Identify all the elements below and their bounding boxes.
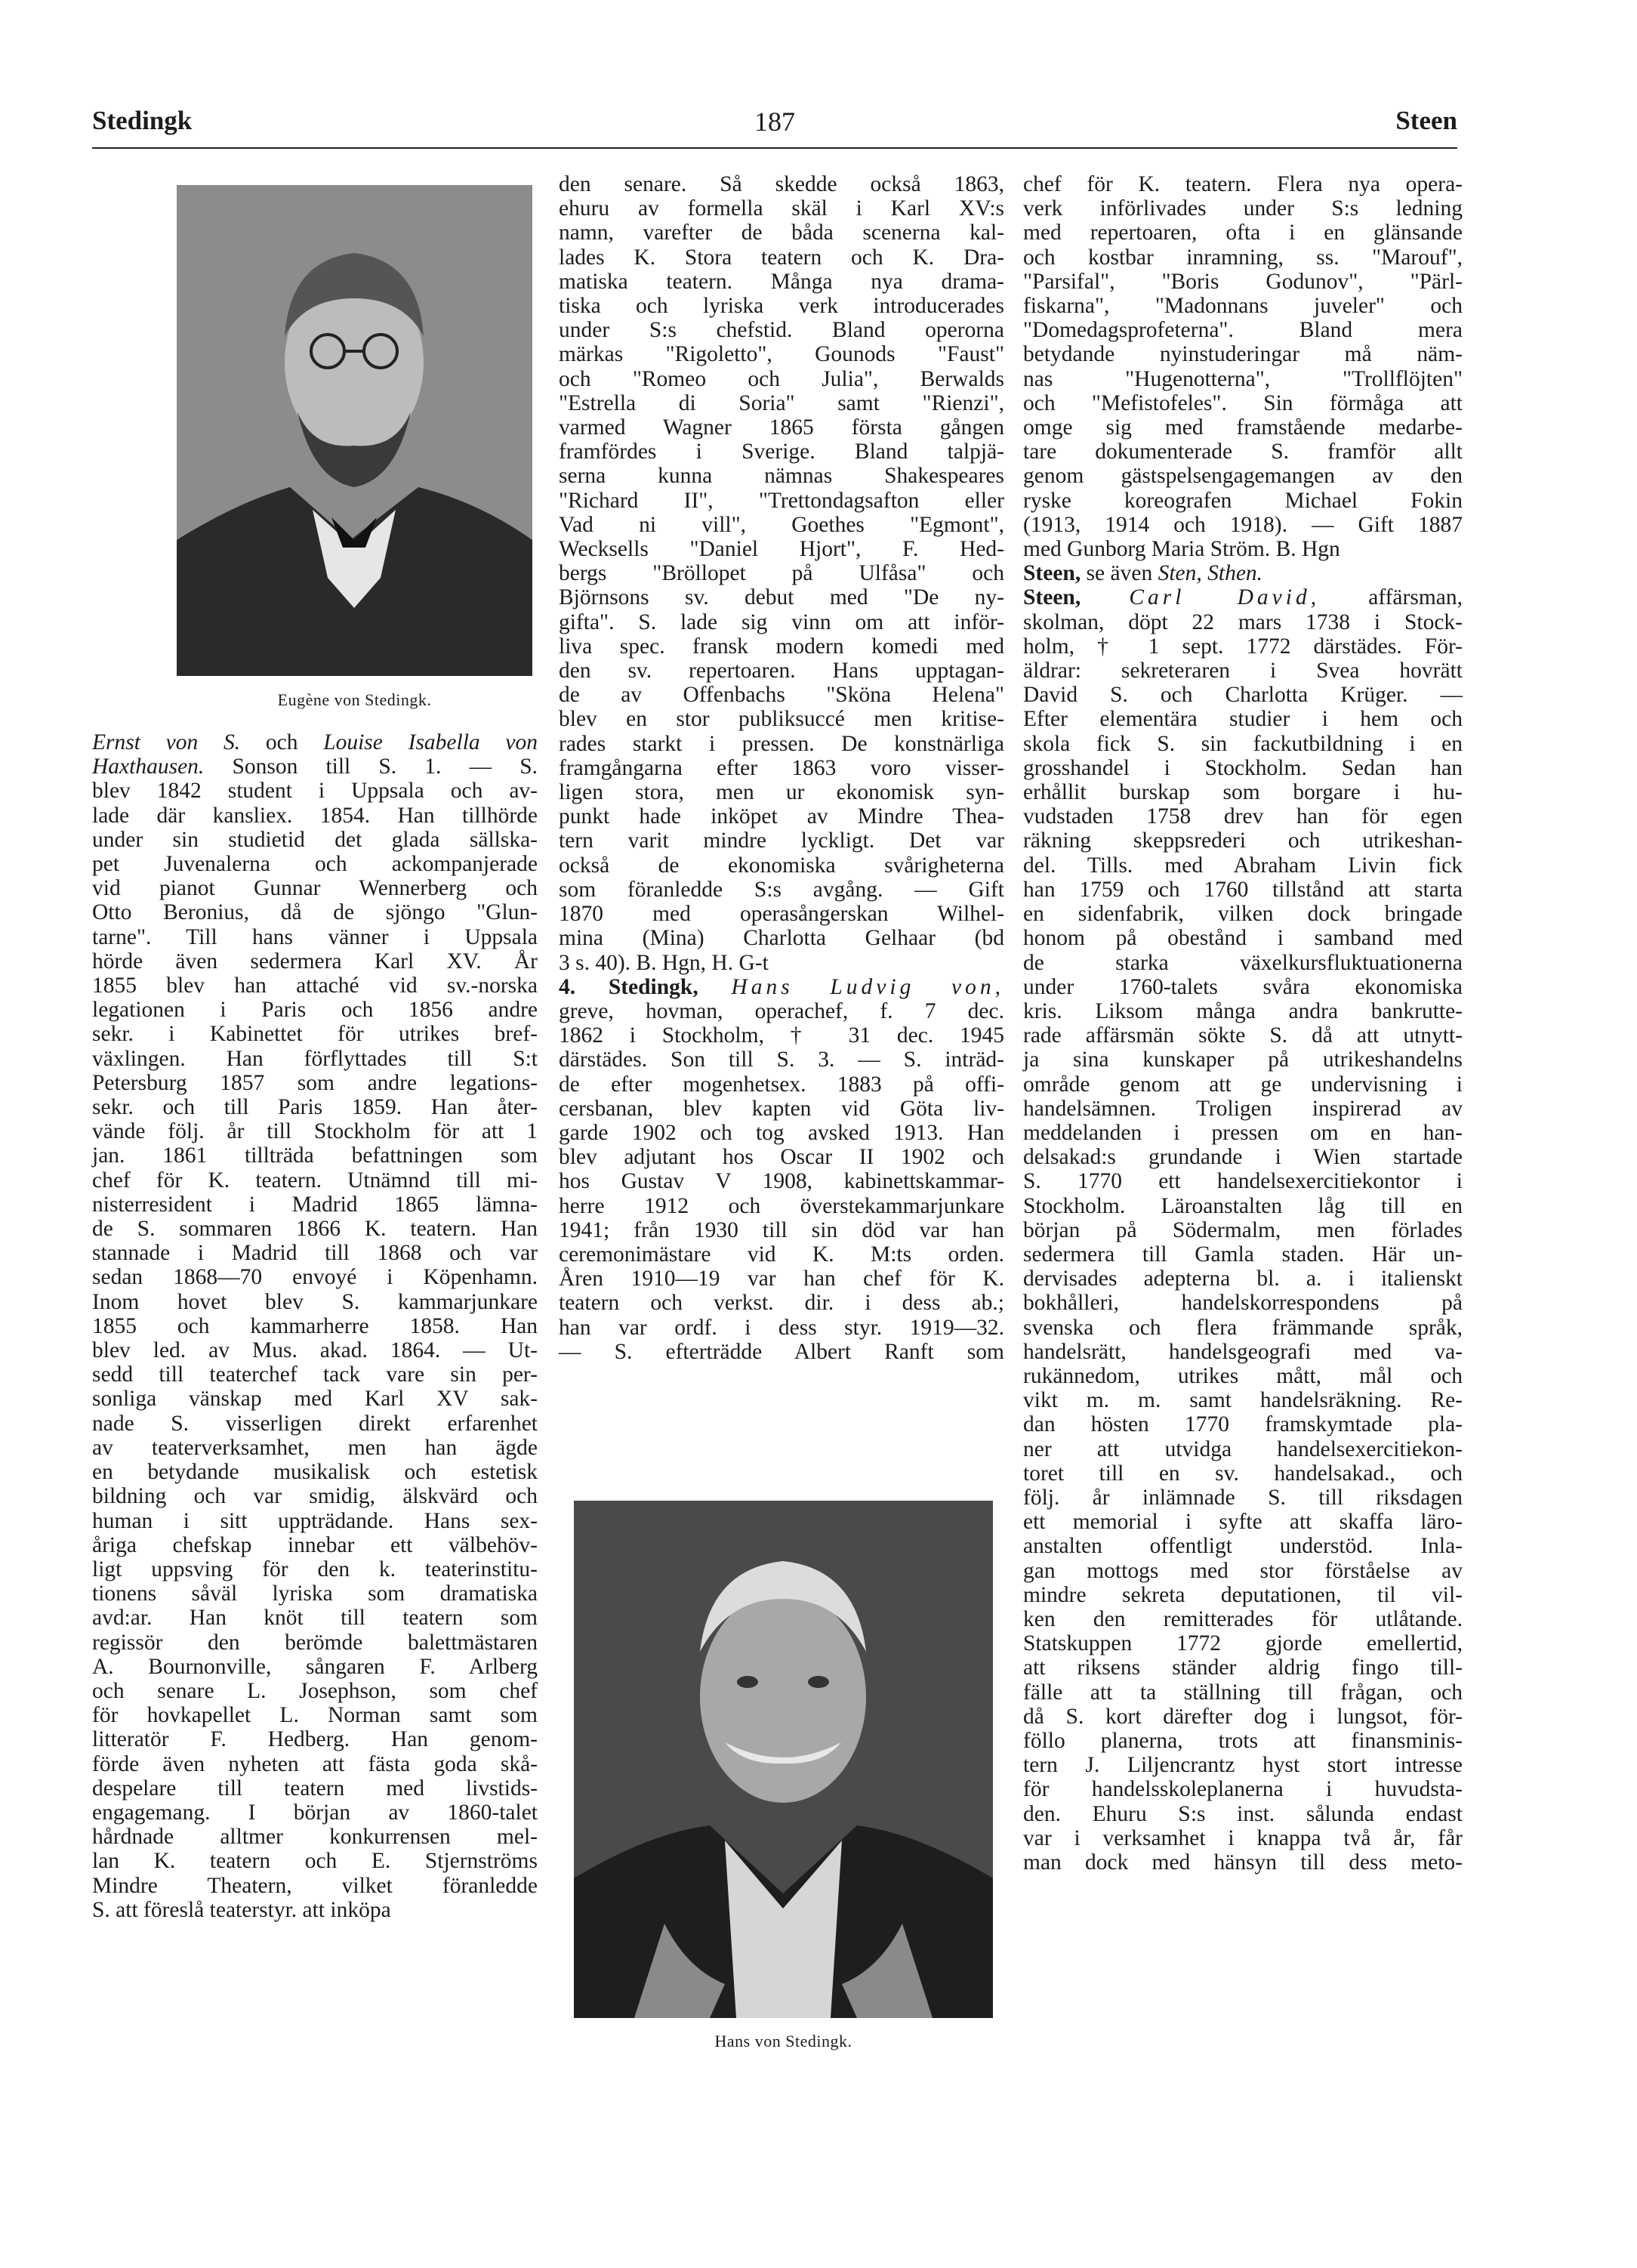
text-line: märkas "Rigoletto", Gounods "Faust" — [559, 342, 1004, 367]
text-line: föllo planerna, trots att finansminis- — [1023, 1729, 1463, 1753]
text-line: nas "Hugenotterna", "Trollflöjten" — [1023, 366, 1463, 391]
text-line: ner att utvidga handelsexercitiekon- — [1023, 1436, 1463, 1461]
text-line: herre 1912 och överstekammarjunkare — [559, 1193, 1004, 1218]
text-line: delsakad:s grundande i Wien startade — [1023, 1145, 1463, 1170]
text-line: chef för K. teatern. Flera nya opera- — [1023, 172, 1463, 196]
text-line: svenska och flera främmande språk, — [1023, 1315, 1463, 1340]
text-line: 1941; från 1930 till sin död var han — [559, 1217, 1004, 1242]
text-line: äldrar: sekreteraren i Svea hovrätt — [1023, 659, 1463, 683]
text-line: 1862 i Stockholm, † 31 dec. 1945 — [559, 1023, 1004, 1048]
text-line: han 1759 och 1760 tillstånd att starta — [1023, 877, 1463, 902]
text-line: sedd till teaterchef tack vare sin per- — [92, 1362, 538, 1387]
text-line: vände följ. år till Stockholm för att 1 — [92, 1119, 538, 1144]
text-line: ceremonimästare vid K. M:ts orden. — [559, 1242, 1004, 1267]
header-left-word: Stedingk — [92, 106, 193, 135]
text-line: då S. kort därefter dog i lungsot, för- — [1023, 1704, 1463, 1729]
text-line: lades K. Stora teatern och K. Dra- — [559, 245, 1004, 270]
text-line: rades starkt i pressen. De konstnärliga — [559, 731, 1004, 756]
text-line: genom gästspelsengagemangen av den — [1023, 464, 1463, 489]
header-right-word: Steen — [1395, 106, 1457, 135]
text-line: meddelanden i pressen om en han- — [1023, 1120, 1463, 1145]
header-rule — [92, 147, 1457, 149]
entry-stedingk-hans — [559, 975, 1004, 1364]
text-line: den. Ehuru S:s inst. sålunda endast — [1023, 1801, 1463, 1826]
text-line: 1870 med operasångerskan Wilhel- — [559, 902, 1004, 927]
text-line: liva spec. fransk modern komedi med — [559, 634, 1004, 659]
text-line: ryske koreografen Michael Fokin — [1023, 488, 1463, 513]
text-line: 1855 blev han attaché vid sv.-norska — [92, 974, 538, 998]
text-line: teatern och verkst. dir. i dess ab.; — [559, 1291, 1004, 1316]
text-line: lade där kansliex. 1854. Han tillhörde — [92, 803, 538, 828]
portrait-eugene-von-stedingk — [177, 185, 532, 676]
text-line: tionens såväl lyriska som dramatiska — [92, 1581, 538, 1606]
text-line: kris. Liksom många andra bankrutte- — [1023, 998, 1463, 1023]
text-line: hos Gustav V 1908, kabinettskammar- — [559, 1169, 1004, 1194]
text-line: med repertoaren, ofta i en glänsande — [1023, 221, 1463, 245]
text-line: ligt uppsving för den k. teaterinstitu- — [92, 1557, 538, 1581]
text-line: betydande nyinstuderingar må näm- — [1023, 342, 1463, 367]
text-line: de av Offenbachs "Sköna Helena" — [559, 683, 1004, 708]
text-line: ehuru av formella skäl i Karl XV:s — [559, 196, 1004, 221]
figure-caption: Eugène von Stedingk. — [277, 690, 432, 709]
text-line: en sidenfabrik, vilken dock bringade — [1023, 902, 1463, 927]
text-line: 3 s. 40). B. Hgn, H. G-t — [559, 950, 769, 975]
text-line: tiska och lyriska verk introducerades — [559, 294, 1004, 319]
figure-caption: Hans von Stedingk. — [714, 2032, 852, 2050]
text-line: "Estrella di Soria" samt "Rienzi", — [559, 390, 1004, 415]
text-line: Otto Beronius, då de sjöngo "Glun- — [92, 900, 538, 925]
text-line: mina (Mina) Charlotta Gelhaar (bd — [559, 926, 1004, 951]
text-line: sekr. i Kabinettet för utrikes bref- — [92, 1022, 538, 1047]
text-line: nade S. visserligen direkt erfarenhet — [92, 1411, 538, 1436]
column-1-body — [92, 779, 538, 1922]
text-line: vikt m. m. samt handelsräkning. Re- — [1023, 1388, 1463, 1413]
text-line: förde även nyheten att fästa goda skå- — [92, 1751, 538, 1776]
text-line: för handelsskoleplanerna i huvudsta- — [1023, 1777, 1463, 1802]
text-line: holm, † 1 sept. 1772 därstädes. För- — [1023, 634, 1463, 659]
text-line: garde 1902 och tog avsked 1913. Han — [559, 1120, 1004, 1145]
text-line: sedan 1868—70 envoyé i Köpenhamn. — [92, 1265, 538, 1290]
text-line: rade affärsmän sökte S. då att utnytt- — [1023, 1023, 1463, 1048]
text-line: "Parsifal", "Boris Godunov", "Pärl- — [1023, 269, 1463, 294]
text-line: S. 1770 ett handelsexercitiekontor i — [1023, 1169, 1463, 1194]
text-line: serna kunna nämnas Shakespeares — [559, 464, 1004, 489]
text-line: Stockholm. Läroanstalten låg till en — [1023, 1193, 1463, 1218]
text-line: stannade i Madrid till 1868 och var — [92, 1241, 538, 1266]
text-line: fiskarna", "Madonnans juveler" och — [1023, 294, 1463, 319]
text-line: tern varit mindre lyckligt. Det var — [559, 829, 1004, 853]
cross-reference: Steen, se även Sten, Sthen. — [1023, 561, 1263, 586]
text-line: fälle att ta ställning till frågan, och — [1023, 1680, 1463, 1705]
text-line: verk införlivades under S:s ledning — [1023, 196, 1463, 221]
text-line: grosshandel i Stockholm. Sedan han — [1023, 755, 1463, 780]
text-line: regissör den berömde balettmästaren — [92, 1630, 538, 1655]
text-line: skola fick S. sin fackutbildning i en — [1023, 731, 1463, 756]
text-line: blev adjutant hos Oscar II 1902 och — [559, 1145, 1004, 1170]
portrait-photo-graphic — [177, 185, 532, 676]
column-2 — [559, 172, 1004, 1364]
text-line: framgångarna efter 1863 voro visser- — [559, 755, 1004, 780]
text-line: rukännedom, utrikes mått, mål och — [1023, 1363, 1463, 1388]
text-line: bergs "Bröllopet på Ulfåsa" och — [559, 561, 1004, 586]
text-line: Haxthausen. Sonson till S. 1. — S. — [92, 754, 538, 779]
text-line: dervisades adepterna bl. a. i italienskt — [1023, 1267, 1463, 1291]
text-line: Steen, Carl David, affärsman, — [1023, 585, 1463, 610]
text-line: de starka växelkursfluktuationerna — [1023, 950, 1463, 975]
text-line: räkning skeppsrederi och utrikeshan- — [1023, 829, 1463, 853]
text-line: ken den remitterades för utlåtande. — [1023, 1606, 1463, 1631]
text-line: sedermera till Gamla staden. Här un- — [1023, 1242, 1463, 1267]
text-line: Björnsons sv. debut med "De ny- — [559, 585, 1004, 610]
text-line: de S. sommaren 1866 K. teatern. Han — [92, 1217, 538, 1242]
text-line: (1913, 1914 och 1918). — Gift 1887 — [1023, 512, 1463, 537]
text-line: tern J. Liljencrantz hyst stort intresse — [1023, 1753, 1463, 1778]
text-line: Mindre Theatern, vilket föranledde — [92, 1873, 538, 1898]
text-line: namn, varefter de båda scenerna kal- — [559, 221, 1004, 245]
text-line: de efter mogenhetsex. 1883 på offi- — [559, 1072, 1004, 1097]
text-line: Wecksells "Daniel Hjort", F. Hed- — [559, 537, 1004, 562]
text-line: erhållit burskap som borgare i hu- — [1023, 780, 1463, 805]
text-line: despelare till teatern med livstids- — [92, 1776, 538, 1801]
text-line: sekr. och till Paris 1859. Han åter- — [92, 1095, 538, 1120]
text-line: 4. Stedingk, Hans Ludvig von, — [559, 974, 1005, 999]
text-line: mindre sekreta deputationen, til vil- — [1023, 1582, 1463, 1607]
text-line: och kostbar inramning, ss. "Marouf", — [1023, 245, 1463, 270]
text-line: tare dokumenterade S. framför allt — [1023, 440, 1463, 464]
page-number: 187 — [754, 106, 795, 137]
portrait-hans-von-stedingk — [574, 1501, 993, 2018]
text-line: vudstaden 1758 drev han för egen — [1023, 804, 1463, 829]
text-line: framfördes i Sverige. Bland talpjä- — [559, 440, 1004, 464]
text-line: toret till en sv. handelsakad., och — [1023, 1461, 1463, 1486]
text-line: lan K. teatern och E. Stjernströms — [92, 1849, 538, 1874]
text-line: sonliga vänskap med Karl XV sak- — [92, 1387, 538, 1412]
text-line: början på Södermalm, men förlades — [1023, 1217, 1463, 1242]
text-line: blev led. av Mus. akad. 1864. — Ut- — [92, 1338, 538, 1363]
text-line: Inom hovet blev S. kammarjunkare — [92, 1289, 538, 1314]
text-line: honom på obestånd i samband med — [1023, 926, 1463, 951]
text-line: också de ekonomiska svårigheterna — [559, 853, 1004, 878]
text-line: ligen stora, men ur ekonomisk syn- — [559, 780, 1004, 805]
text-line: handelsrätt, handelsgeografi med va- — [1023, 1339, 1463, 1364]
text-line: del. Tills. med Abraham Livin fick — [1023, 853, 1463, 878]
text-line: under S:s chefstid. Bland operorna — [559, 318, 1004, 343]
column-3 — [1023, 172, 1463, 1875]
text-line: den sv. repertoaren. Hans upptagan- — [559, 659, 1004, 683]
text-line: Efter elementära studier i hem och — [1023, 707, 1463, 732]
column-3-body — [1023, 172, 1463, 561]
column-1 — [92, 730, 538, 1922]
text-line: 1855 och kammarherre 1858. Han — [92, 1313, 538, 1338]
text-line: område genom att ge undervisning i — [1023, 1072, 1463, 1097]
column-2-body — [559, 172, 1004, 975]
text-line: gifta". S. lade sig vinn om att inför- — [559, 609, 1004, 634]
text-line: human i sitt uppträdande. Hans sex- — [92, 1508, 538, 1533]
text-line: punkt hade inköpet av Mindre Thea- — [559, 804, 1004, 829]
text-line: med Gunborg Maria Ström. B. Hgn — [1023, 537, 1340, 562]
text-line: dan hösten 1770 framskymtade pla- — [1023, 1412, 1463, 1437]
text-line: ja sina kunskaper på utrikeshandelns — [1023, 1048, 1463, 1072]
text-line: litteratör F. Hedberg. Han genom- — [92, 1727, 538, 1752]
text-line: vid pianot Gunnar Wennerberg och — [92, 876, 538, 901]
text-line: Petersburg 1857 som andre legations- — [92, 1070, 538, 1095]
text-line: — S. efterträdde Albert Ranft som — [559, 1339, 1004, 1364]
text-line: därstädes. Son till S. 3. — S. inträd- — [559, 1048, 1004, 1072]
text-line: anstalten offentligt understöd. Inla- — [1023, 1534, 1463, 1559]
text-line: som föranledde S:s avgång. — Gift — [559, 877, 1004, 902]
text-line: Ernst von S. och Louise Isabella von — [92, 730, 538, 754]
text-line: S. att föreslå teaterstyr. att inköpa — [92, 1897, 391, 1922]
text-line: att riksens ständer aldrig fingo till- — [1023, 1655, 1463, 1680]
text-line: chef för K. teatern. Utnämnd till mi- — [92, 1168, 538, 1193]
text-line: och "Romeo och Julia", Berwalds — [559, 366, 1004, 391]
text-line: cersbanan, blev kapten vid Göta liv- — [559, 1096, 1004, 1121]
text-line: åriga chefskap innebar ett välbehöv- — [92, 1532, 538, 1557]
text-line: växlingen. Han förflyttades till S:t — [92, 1046, 538, 1071]
text-line: blev en stor publiksuccé men kritise- — [559, 707, 1004, 732]
text-line: Åren 1910—19 var han chef för K. — [559, 1267, 1004, 1291]
text-line: han var ordf. i dess styr. 1919—32. — [559, 1315, 1004, 1340]
entry-steen-carl-david — [1023, 585, 1463, 1875]
text-line: och "Mefistofeles". Sin förmåga att — [1023, 390, 1463, 415]
text-line: blev 1842 student i Uppsala och av- — [92, 779, 538, 804]
text-line: greve, hovman, operachef, f. 7 dec. — [559, 998, 1004, 1023]
text-line: var i verksamhet i knappa två år, får — [1023, 1825, 1463, 1850]
text-line: skolman, döpt 22 mars 1738 i Stock- — [1023, 609, 1463, 634]
text-line: legationen i Paris och 1856 andre — [92, 998, 538, 1023]
text-line: ett memorial i syfte att skaffa läro- — [1023, 1510, 1463, 1535]
text-line: gan mottogs med stor förståelse av — [1023, 1558, 1463, 1583]
text-line: hörde även sedermera Karl XV. År — [92, 949, 538, 974]
text-line: nisterresident i Madrid 1865 lämna- — [92, 1192, 538, 1217]
text-line: en betydande musikalisk och estetisk — [92, 1460, 538, 1485]
text-line: "Richard II", "Trettondagsafton eller — [559, 488, 1004, 513]
text-line: A. Bournonville, sångaren F. Arlberg — [92, 1654, 538, 1679]
text-line: bildning och var smidig, älskvärd och — [92, 1484, 538, 1509]
text-line: för hovkapellet L. Norman samt som — [92, 1703, 538, 1728]
text-line: den senare. Så skedde också 1863, — [559, 172, 1004, 196]
text-line: och senare L. Josephson, som chef — [92, 1678, 538, 1703]
text-line: följ. år inlämnade S. till riksdagen — [1023, 1485, 1463, 1510]
text-line: man dock med hänsyn till dess meto- — [1023, 1850, 1463, 1875]
text-line: Statskuppen 1772 gjorde emellertid, — [1023, 1631, 1463, 1656]
text-line: engagemang. I början av 1860-talet — [92, 1800, 538, 1825]
text-line: David S. och Charlotta Krüger. — — [1023, 683, 1463, 708]
text-line: matiska teatern. Många nya drama- — [559, 269, 1004, 294]
text-line: varmed Wagner 1865 första gången — [559, 415, 1004, 440]
text-line: Vad ni vill", Goethes "Egmont", — [559, 512, 1004, 537]
text-line: jan. 1861 tillträda befattningen som — [92, 1143, 538, 1168]
text-line: hårdnade alltmer konkurrensen mel- — [92, 1825, 538, 1850]
text-line: bokhålleri, handelskorrespondens på — [1023, 1291, 1463, 1316]
text-line: tarne". Till hans vänner i Uppsala — [92, 924, 538, 949]
text-line: omge sig med framstående medarbe- — [1023, 415, 1463, 440]
text-line: under sin studietid det glada sällska- — [92, 827, 538, 852]
text-line: av teaterverksamhet, men han ägde — [92, 1435, 538, 1460]
text-line: avd:ar. Han knöt till teatern som — [92, 1606, 538, 1631]
portrait-photo-graphic — [574, 1501, 993, 2018]
text-line: "Domedagsprofeterna". Bland mera — [1023, 318, 1463, 343]
text-line: pet Juvenalerna och ackompanjerade — [92, 852, 538, 877]
text-line: under 1760-talets svåra ekonomiska — [1023, 974, 1463, 999]
text-line: handelsämnen. Troligen inspirerad av — [1023, 1096, 1463, 1121]
running-header — [92, 106, 1457, 148]
